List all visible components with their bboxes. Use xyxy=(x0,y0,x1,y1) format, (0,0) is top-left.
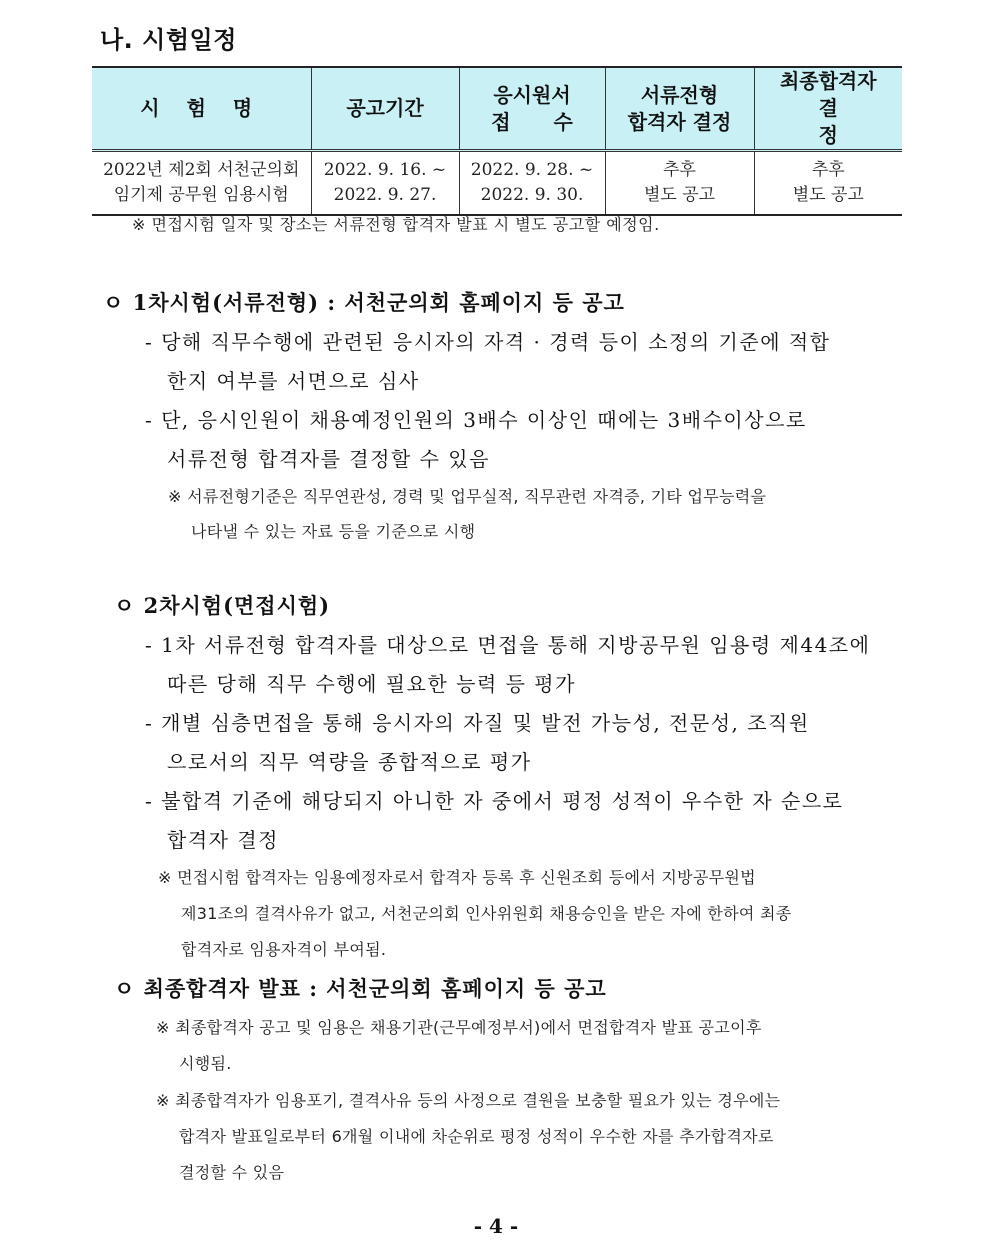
second-exam-line: 합격자 결정 xyxy=(167,828,279,852)
page-number: - 4 - xyxy=(473,1214,519,1238)
cell-final-decision: 추후 별도 공고 xyxy=(754,151,902,216)
first-exam-line: - 단, 응시인원이 채용예정인원의 3배수 이상인 때에는 3배수이상으로 xyxy=(145,408,807,432)
cell-document-decision: 추후 별도 공고 xyxy=(605,151,754,216)
exam-schedule-table xyxy=(92,66,902,216)
first-exam-line: 서류전형 합격자를 결정할 수 있음 xyxy=(167,447,490,471)
final-announce-note: 시행됨. xyxy=(179,1054,232,1073)
first-exam-line: - 당해 직무수행에 관련된 응시자의 자격 · 경력 등이 소정의 기준에 적합 xyxy=(145,330,831,354)
first-exam-note: ※ 서류전형기준은 직무연관성, 경력 및 업무실적, 직무관련 자격증, 기타 업무능력을 xyxy=(168,487,767,506)
second-exam-line: - 불합격 기준에 해당되지 아니한 자 중에서 평정 성적이 우수한 자 순으로 xyxy=(145,789,844,813)
second-exam-note: 제31조의 결격사유가 없고, 서천군의회 인사위원회 채용승인을 받은 자에 한하여 최종 xyxy=(181,904,792,923)
final-announce-note: ※ 최종합격자가 임용포기, 결격사유 등의 사정으로 결원을 보충할 필요가 있는 경우에는 xyxy=(156,1091,781,1110)
table-header-row xyxy=(92,67,902,151)
header-exam-name: 시 험 명 xyxy=(92,67,311,151)
second-exam-line: - 1차 서류전형 합격자를 대상으로 면접을 통해 지방공무원 임용령 제44조에 xyxy=(145,633,871,657)
final-announce-note: ※ 최종합격자 공고 및 임용은 채용기관(근무예정부서)에서 면접합격자 발표 공고이후 xyxy=(156,1018,762,1037)
section-heading: 나. 시험일정 xyxy=(100,26,237,54)
table-row xyxy=(92,151,902,216)
second-exam-line: 으로서의 직무 역량을 종합적으로 평가 xyxy=(167,750,532,774)
second-exam-title: ㅇ 2차시험(면접시험) xyxy=(114,593,331,618)
cell-application-period: 2022. 9. 28. ~ 2022. 9. 30. xyxy=(459,151,605,216)
second-exam-line: - 개별 심층면접을 통해 응시자의 자질 및 발전 가능성, 전문성, 조직원 xyxy=(145,711,810,735)
header-application: 응시원서 접 수 xyxy=(459,67,605,151)
final-announce-title: ㅇ 최종합격자 발표 : 서천군의회 홈페이지 등 공고 xyxy=(114,976,607,1001)
table-note: ※ 면접시험 일자 및 장소는 서류전형 합격자 발표 시 별도 공고할 예정임. xyxy=(132,215,660,234)
second-exam-note: ※ 면접시험 합격자는 임용예정자로서 합격자 등록 후 신원조회 등에서 지방공무원법 xyxy=(158,868,756,887)
second-exam-line: 따른 당해 직무 수행에 필요한 능력 등 평가 xyxy=(167,672,576,696)
header-final-decision: 최종합격자 결 정 xyxy=(754,67,902,151)
cell-exam-name: 2022년 제2회 서천군의회 임기제 공무원 임용시험 xyxy=(92,151,311,216)
final-announce-note: 합격자 발표일로부터 6개월 이내에 차순위로 평정 성적이 우수한 자를 추가합격자로 xyxy=(179,1127,774,1146)
first-exam-note: 나타낼 수 있는 자료 등을 기준으로 시행 xyxy=(191,522,476,541)
first-exam-title: ㅇ 1차시험(서류전형) : 서천군의회 홈페이지 등 공고 xyxy=(103,290,625,315)
second-exam-note: 합격자로 임용자격이 부여됨. xyxy=(181,940,387,959)
final-announce-note: 결정할 수 있음 xyxy=(179,1163,285,1182)
header-document-screening: 서류전형 합격자 결정 xyxy=(605,67,754,151)
cell-announce-period: 2022. 9. 16. ~ 2022. 9. 27. xyxy=(311,151,459,216)
first-exam-line: 한지 여부를 서면으로 심사 xyxy=(167,369,420,393)
header-announce-period: 공고기간 xyxy=(311,67,459,151)
